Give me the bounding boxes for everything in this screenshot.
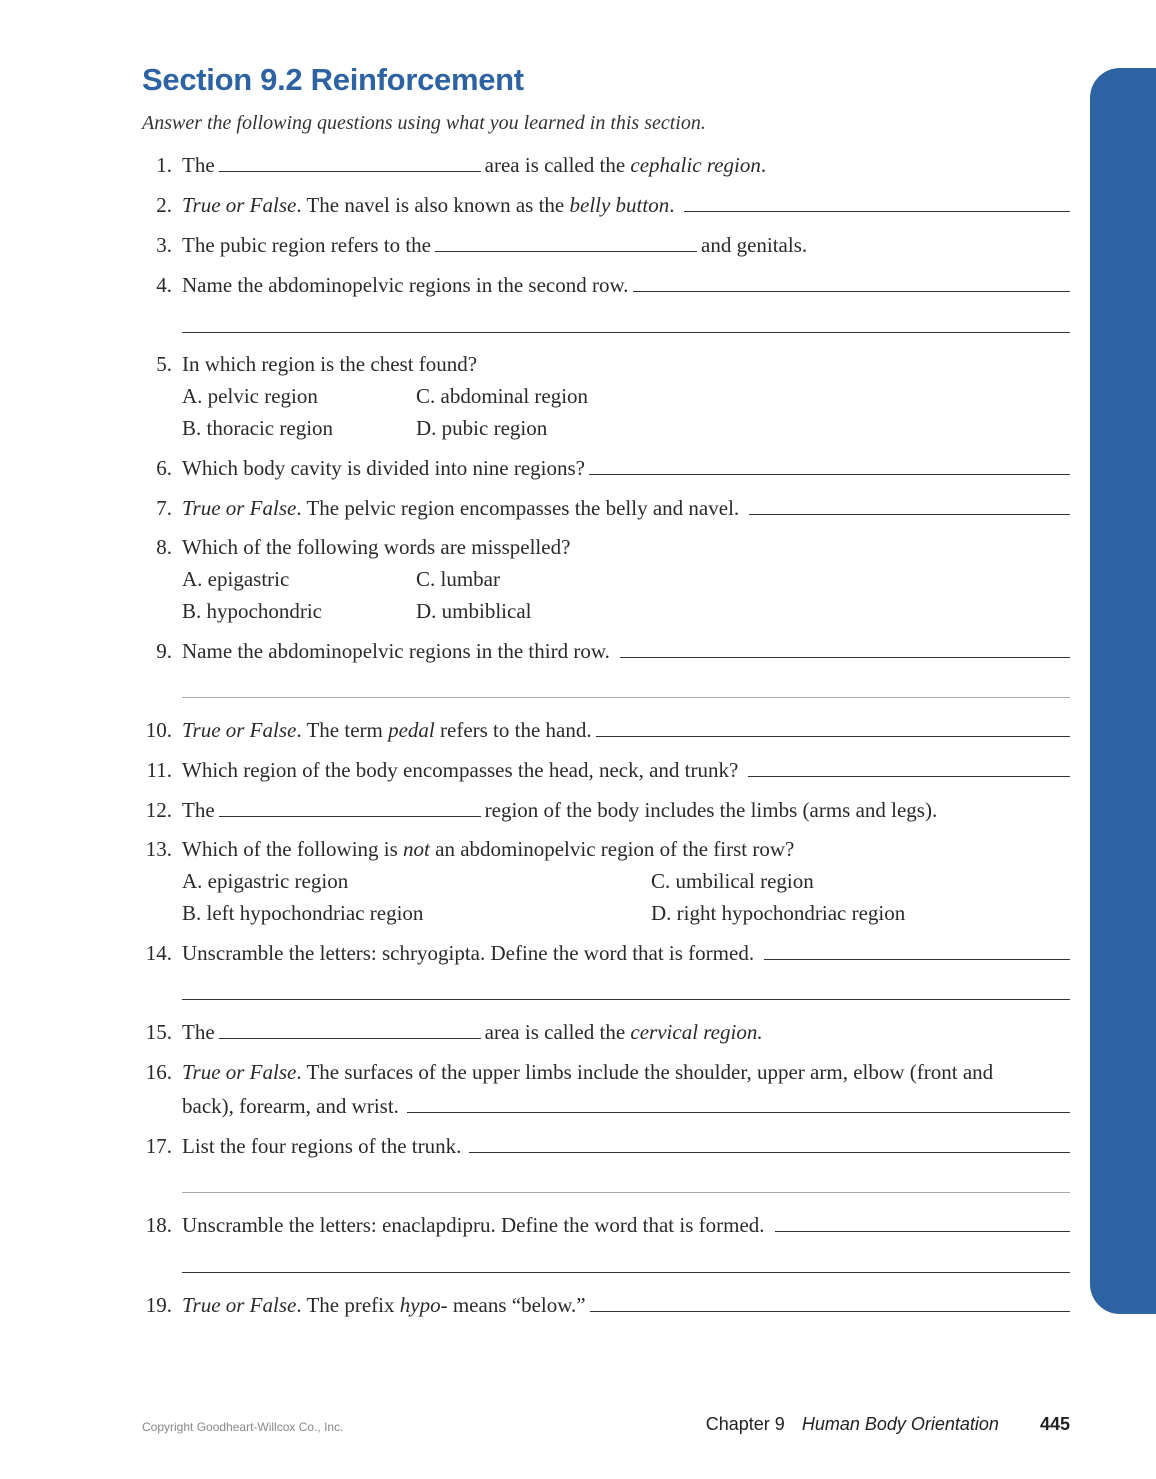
question-text: In which region is the chest found?: [182, 352, 478, 376]
question-text: The: [182, 798, 215, 822]
question-number: 16.: [145, 1060, 172, 1084]
question-number: 6.: [156, 456, 172, 480]
question-text: The: [182, 153, 215, 177]
question-text: and genitals.: [701, 233, 808, 257]
question-number: 14.: [145, 941, 172, 965]
option-c[interactable]: C. lumbar: [416, 567, 500, 591]
question-number: 9.: [156, 639, 172, 663]
question-2: [142, 190, 1070, 220]
chapter-title: Human Body Orientation: [801, 1414, 999, 1434]
question-17: [142, 1131, 1070, 1161]
question-text: Unscramble the letters: schryogipta. Define the word that is formed.: [182, 941, 755, 965]
question-number: 4.: [156, 273, 172, 297]
question-13: [142, 834, 1070, 864]
question-number: 13.: [145, 837, 172, 861]
answer-line-extra[interactable]: [182, 999, 1070, 1000]
question-text: Which region of the body encompasses the head, neck, and trunk?: [182, 758, 739, 782]
question-14: [142, 938, 1070, 968]
question-text: region of the body includes the limbs (arms and legs).: [484, 798, 938, 822]
question-text: The: [182, 1020, 215, 1044]
question-1: [142, 150, 1070, 180]
answer-line-extra[interactable]: [182, 1272, 1070, 1273]
emphasis-text: cephalic region: [630, 153, 761, 177]
question-text: Which of the following words are misspelled?: [182, 535, 571, 559]
question-text: refers to the hand.: [440, 718, 592, 742]
question-number: 5.: [156, 352, 172, 376]
question-text: . The prefix: [296, 1293, 395, 1317]
punctuation: .: [760, 153, 767, 177]
emphasis-text: belly button: [569, 193, 670, 217]
question-9: [142, 636, 1070, 666]
question-number: 3.: [156, 233, 172, 257]
answer-line-extra[interactable]: [182, 332, 1070, 333]
emphasis-text: not: [403, 837, 430, 861]
question-19: [142, 1290, 1070, 1320]
question-number: 1.: [156, 153, 172, 177]
question-number: 17.: [145, 1134, 172, 1158]
option-c[interactable]: C. abdominal region: [416, 384, 589, 408]
question-3: [142, 230, 1070, 260]
question-5: [142, 349, 1070, 379]
question-text: back), forearm, and wrist.: [182, 1094, 399, 1118]
option-d[interactable]: D. umbiblical: [416, 599, 532, 623]
question-11: [142, 755, 1070, 785]
question-number: 10.: [145, 718, 172, 742]
option-b[interactable]: B. left hypochondriac region: [182, 901, 424, 925]
question-text: . The term: [296, 718, 383, 742]
question-15: [142, 1017, 1070, 1047]
question-6: [142, 453, 1070, 483]
answer-line-extra[interactable]: [182, 697, 1070, 698]
answer-line[interactable]: [469, 1131, 1070, 1153]
answer-blank[interactable]: [435, 230, 697, 252]
true-or-false-label: True or False: [182, 1060, 297, 1084]
option-a[interactable]: A. epigastric: [182, 567, 290, 591]
true-or-false-label: True or False: [182, 496, 297, 520]
question-12: [142, 795, 1070, 825]
question-number: 15.: [145, 1020, 172, 1044]
answer-line[interactable]: [748, 755, 1070, 777]
answer-blank[interactable]: [219, 150, 481, 172]
chapter-tab-marker: [1090, 68, 1156, 1314]
answer-line[interactable]: [749, 493, 1070, 515]
punctuation: .: [669, 193, 675, 217]
question-text: Which of the following is: [182, 837, 398, 861]
emphasis-text: pedal: [388, 718, 435, 742]
option-d[interactable]: D. right hypochondriac region: [651, 901, 906, 925]
question-8: [142, 532, 1070, 562]
answer-line[interactable]: [596, 715, 1070, 737]
option-d[interactable]: D. pubic region: [416, 416, 548, 440]
question-number: 11.: [146, 758, 172, 782]
answer-line-extra[interactable]: [182, 1192, 1070, 1193]
question-text: The pubic region refers to the: [182, 233, 431, 257]
question-text: area is called the: [484, 153, 626, 177]
emphasis-text: hypo-: [399, 1293, 448, 1317]
answer-line[interactable]: [407, 1091, 1070, 1113]
true-or-false-label: True or False: [182, 1293, 297, 1317]
option-c[interactable]: C. umbilical region: [651, 869, 814, 893]
answer-line[interactable]: [589, 453, 1070, 475]
true-or-false-label: True or False: [182, 193, 297, 217]
answer-line[interactable]: [775, 1210, 1070, 1232]
page-number: 445: [1039, 1414, 1070, 1434]
question-text: Which body cavity is divided into nine regions?: [182, 456, 585, 480]
question-7: [142, 493, 1070, 523]
question-text: . The surfaces of the upper limbs include the shoulder, upper arm, elbow (front and: [296, 1060, 994, 1084]
question-4: [142, 270, 1070, 300]
answer-line[interactable]: [633, 270, 1070, 292]
question-number: 18.: [145, 1213, 172, 1237]
answer-blank[interactable]: [219, 795, 481, 817]
question-18: [142, 1210, 1070, 1240]
copyright-notice: Copyright Goodheart-Willcox Co., Inc.: [142, 1420, 344, 1434]
option-a[interactable]: A. pelvic region: [182, 384, 318, 408]
answer-line[interactable]: [684, 190, 1070, 212]
question-text: Name the abdominopelvic regions in the third row.: [182, 639, 610, 663]
page-title: Section 9.2 Reinforcement: [142, 62, 524, 97]
question-number: 8.: [156, 535, 172, 559]
question-number: 12.: [145, 798, 172, 822]
question-text: Name the abdominopelvic regions in the second row.: [182, 273, 629, 297]
answer-line[interactable]: [620, 636, 1070, 658]
page-footer: [706, 1414, 1070, 1435]
question-number: 7.: [156, 496, 172, 520]
chapter-label: Chapter 9: [705, 1414, 785, 1434]
question-text: . The pelvic region encompasses the belly and navel.: [296, 496, 740, 520]
answer-line[interactable]: [764, 938, 1070, 960]
question-text: means “below.”: [452, 1293, 586, 1317]
option-b[interactable]: B. thoracic region: [182, 416, 334, 440]
question-text: Unscramble the letters: enaclapdipru. Define the word that is formed.: [182, 1213, 765, 1237]
question-number: 19.: [145, 1293, 172, 1317]
question-10: [142, 715, 1070, 745]
true-or-false-label: True or False: [182, 718, 297, 742]
option-b[interactable]: B. hypochondric: [182, 599, 322, 623]
question-text: . The navel is also known as the: [296, 193, 565, 217]
question-text: an abdominopelvic region of the first row?: [435, 837, 795, 861]
question-16-continued: [142, 1091, 1070, 1121]
question-text: List the four regions of the trunk.: [182, 1134, 462, 1158]
question-16: [142, 1057, 1070, 1087]
emphasis-text: cervical region.: [630, 1020, 763, 1044]
answer-blank[interactable]: [219, 1017, 481, 1039]
answer-line[interactable]: [590, 1290, 1070, 1312]
instructions: Answer the following questions using what you learned in this section.: [142, 112, 706, 134]
option-a[interactable]: A. epigastric region: [182, 869, 349, 893]
question-number: 2.: [156, 193, 172, 217]
question-text: area is called the: [484, 1020, 626, 1044]
